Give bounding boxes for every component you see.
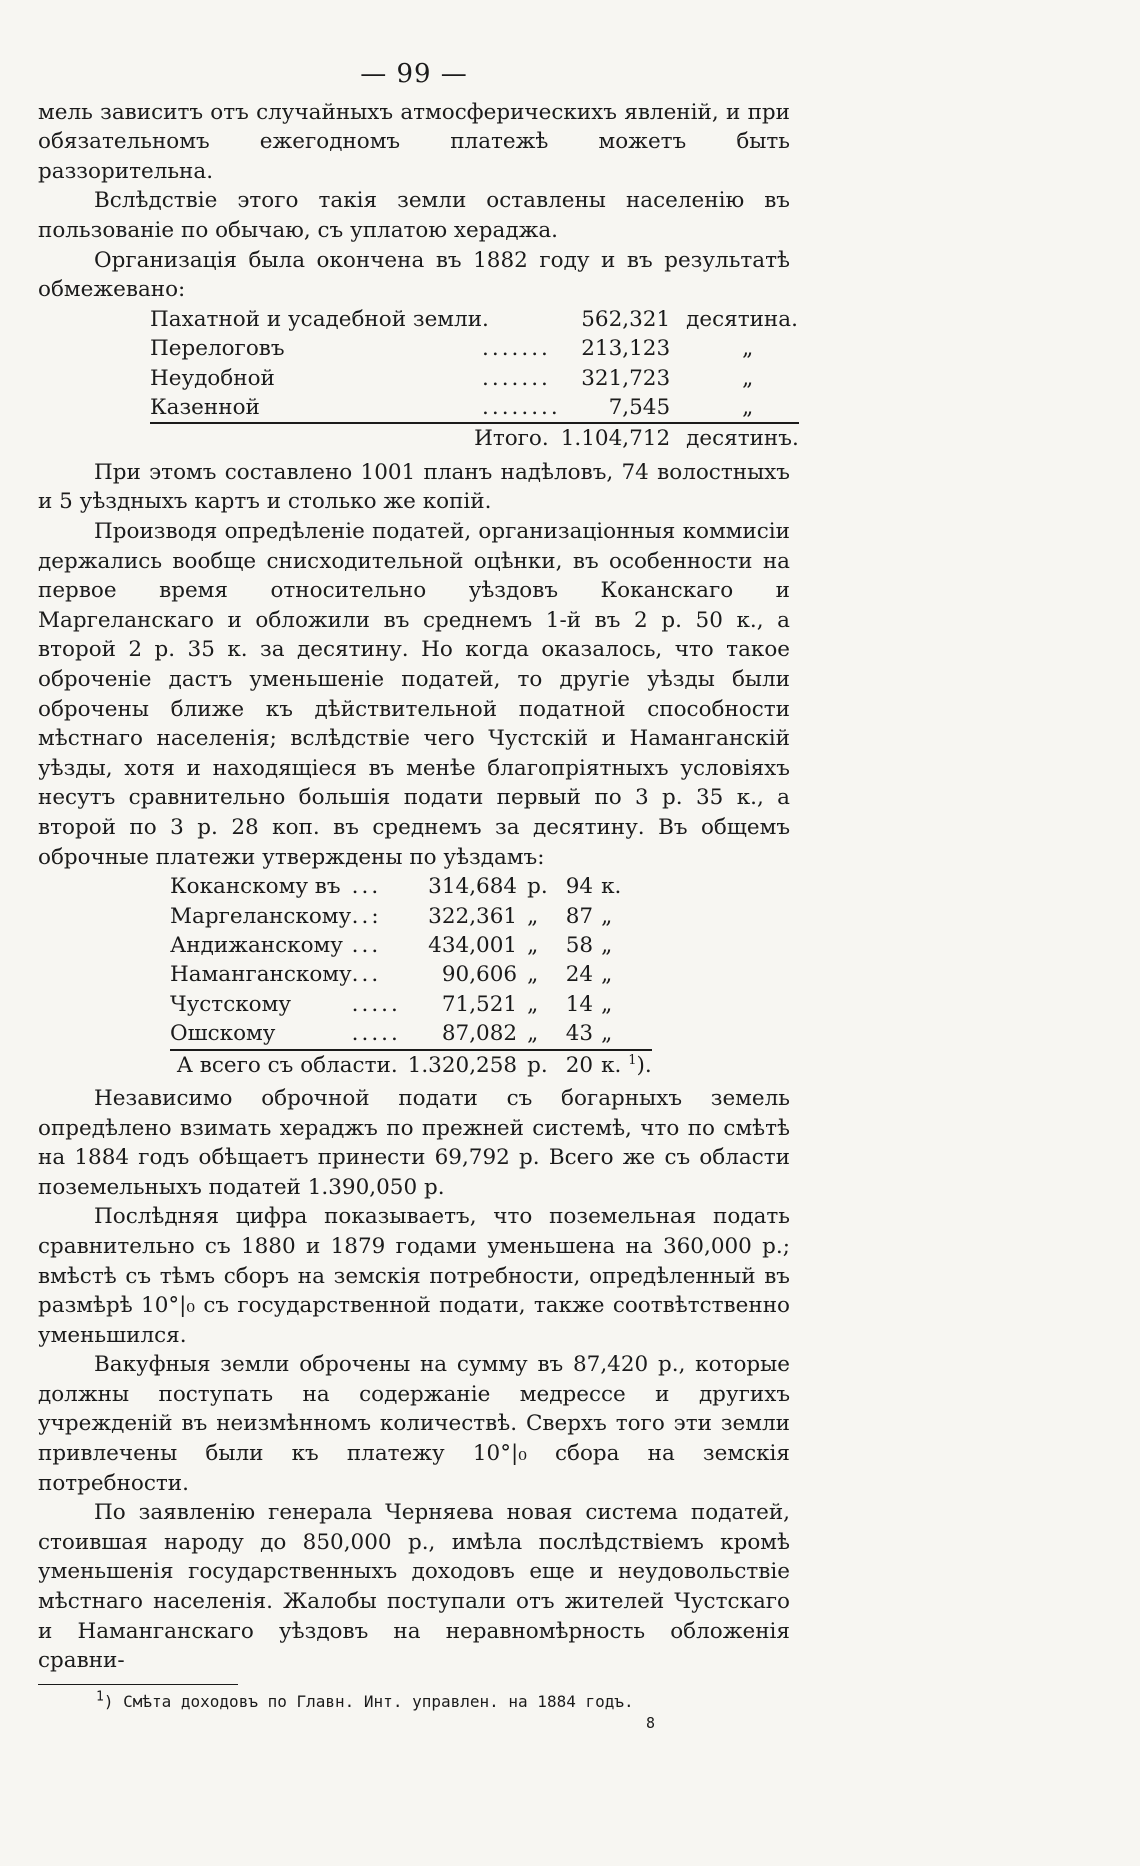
paragraph: По заявленію генерала Черняева новая система податей, стоившая народу до 850,000 р., имѣла послѣдствіемъ кромѣ уменьшенія государственныхъ доходовъ еще и неудовольствіе мѣстнаго населенія. Жалобы поступали отъ жителей Чустскаго и Наманганскаго уѣздовъ на неравномѣрность обложенія сравни- (38, 1500, 790, 1674)
district-name: Ошскому (170, 1021, 276, 1047)
paragraph-continued: мель зависитъ отъ случайныхъ атмосферическихъ явленій, и при обязательномъ ежегодномъ платежѣ можетъ быть раззорительна. (38, 99, 790, 184)
total-rubles: 1.320,258 (408, 1050, 527, 1080)
total-kopecks: 20 (557, 1050, 601, 1080)
table-row: Чустскому ..... 71,521 „ 14 „ (170, 990, 652, 1019)
district-name: Чустскому (170, 991, 292, 1017)
land-value: 562,321 (581, 306, 671, 332)
document-page (38, 59, 799, 1733)
paragraph: Организація была окончена въ 1882 году и въ результатѣ обмежевано: (38, 247, 790, 303)
paragraph: Вслѣдствіе этого такія земли оставлены населенію въ пользованіе по обычаю, съ уплатою хераджа. (38, 188, 790, 243)
total-unit: десятинъ. (686, 423, 799, 453)
land-type: Казенной (150, 394, 260, 420)
land-unit: „ (742, 336, 754, 362)
footnote-text: ) Смѣта доходовъ по Главн. Инт. управлен. на 1884 годъ. (103, 1691, 634, 1711)
total-label: Итого. (150, 423, 561, 453)
table-row: Пахатной и усадебной земли . 562,321 десятина. (150, 305, 799, 334)
footnote-mark: 1 (96, 1689, 104, 1705)
table-row: Андижанскому ... 434,001 „ 58 „ (170, 931, 652, 960)
table-row: Маргеланскому ..: 322,361 „ 87 „ (170, 902, 652, 931)
paragraph: Вакуфныя земли оброчены на сумму въ 87,420 р., которые должны поступать на содержаніе медрессе и другихъ учрежденій въ неизмѣнномъ количествѣ. Сверхъ того эти земли привлечены были къ платежу 10°|₀ сбора на земскія потребности. (38, 1352, 790, 1496)
land-unit: „ (742, 365, 754, 391)
district-name: Наманганскому (170, 962, 352, 988)
district-name: Коканскому въ (170, 874, 341, 900)
land-unit: десятина. (686, 306, 798, 332)
rubles: 71,521 (441, 991, 518, 1017)
table-row: Казенной ........ 7,545 „ (150, 393, 799, 423)
percent-sign: °|₀ (500, 1441, 527, 1467)
page-number: — 99 — (360, 59, 468, 89)
land-type: Пахатной и усадебной земли (150, 306, 483, 332)
land-value: 7,545 (608, 394, 671, 420)
land-type: Неудобной (150, 365, 275, 391)
table-row: Перелоговъ ....... 213,123 „ (150, 334, 799, 363)
kopecks: 43 (565, 1021, 594, 1047)
rubles: 90,606 (441, 962, 518, 988)
paragraph: Послѣдняя цифра показываетъ, что поземельная подать сравнительно съ 1880 и 1879 годами уменьшена на 360,000 р.; вмѣстѣ съ тѣмъ сборъ на земскія потребности, опредѣленный въ размѣрѣ 10°|₀ съ государственной подати, также соотвѣтственно уменьшился. (38, 1204, 790, 1348)
kopecks: 58 (565, 932, 594, 958)
total-value: 1.104,712 (561, 423, 686, 453)
district-name: Андижанскому (170, 932, 343, 958)
printer-signature: 8 (646, 1713, 656, 1732)
footnote-divider (38, 1684, 238, 1685)
land-area-table (150, 305, 799, 454)
paragraph: Производя опредѣленіе податей, организаціонныя коммисіи держались вообще снисходительной оцѣнки, въ особенности на первое время относительно уѣздовъ Коканскаго и Маргеланскаго и обложили въ среднемъ 1-й въ 2 р. 50 к., а второй 2 р. 35 к. за десятину. Но когда оказалось, что такое оброченіе дастъ уменьшеніе податей, то другіе уѣзды были оброчены ближе къ дѣйствительной податной способности мѣстнаго населенія; вслѣдствіе чего Чустскій и Наманганскій уѣзды, хотя и находящіеся въ менѣе благопріятныхъ условіяхъ несутъ сравнительно большія подати первый по 3 р. 35 к., а второй по 3 р. 28 коп. въ среднемъ за десятину. Въ общемъ оброчные платежи утверждены по уѣздамъ: (38, 518, 790, 870)
land-unit: „ (742, 394, 754, 420)
table-total-row: А всего съ области. 1.320,258 р. 20 к. $^1$). (170, 1050, 652, 1080)
kopecks: 14 (565, 991, 594, 1017)
footnote (38, 1691, 790, 1713)
table-row: Ошскому ..... 87,082 „ 43 „ (170, 1019, 652, 1049)
kopecks: 87 (565, 903, 594, 929)
land-value: 321,723 (581, 365, 671, 391)
tax-payment-table (170, 872, 652, 1080)
paragraph: При этомъ составлено 1001 планъ надѣловъ, 74 волостныхъ и 5 уѣздныхъ картъ и столько же копій. (38, 459, 790, 515)
district-name: Маргеланскому (170, 903, 352, 929)
land-type: Перелоговъ (150, 336, 285, 362)
rubles: 87,082 (441, 1021, 518, 1047)
table-row: Неудобной ....... 321,723 „ (150, 364, 799, 393)
paragraph: Независимо оброчной подати съ богарныхъ земель опредѣлено взимать хераджъ по прежней системѣ, что по смѣтѣ на 1884 годъ обѣщаетъ принести 69,792 р. Всего же съ области поземельныхъ податей 1.390,050 р. (38, 1085, 790, 1200)
percent-sign: °|₀ (168, 1293, 196, 1319)
land-value: 213,123 (581, 336, 671, 362)
kopecks: 24 (565, 962, 594, 988)
table-row: Коканскому въ ... 314,684 р. 94 к. (170, 872, 652, 901)
kopecks: 94 (565, 874, 594, 900)
rubles: 434,001 (428, 932, 518, 958)
table-row: Наманганскому ... 90,606 „ 24 „ (170, 960, 652, 989)
table-total-row (150, 423, 799, 453)
rubles: 314,684 (428, 874, 518, 900)
rubles: 322,361 (428, 903, 518, 929)
total-label: А всего съ области. (170, 1050, 408, 1080)
footnote-reference: 1 (628, 1052, 637, 1068)
